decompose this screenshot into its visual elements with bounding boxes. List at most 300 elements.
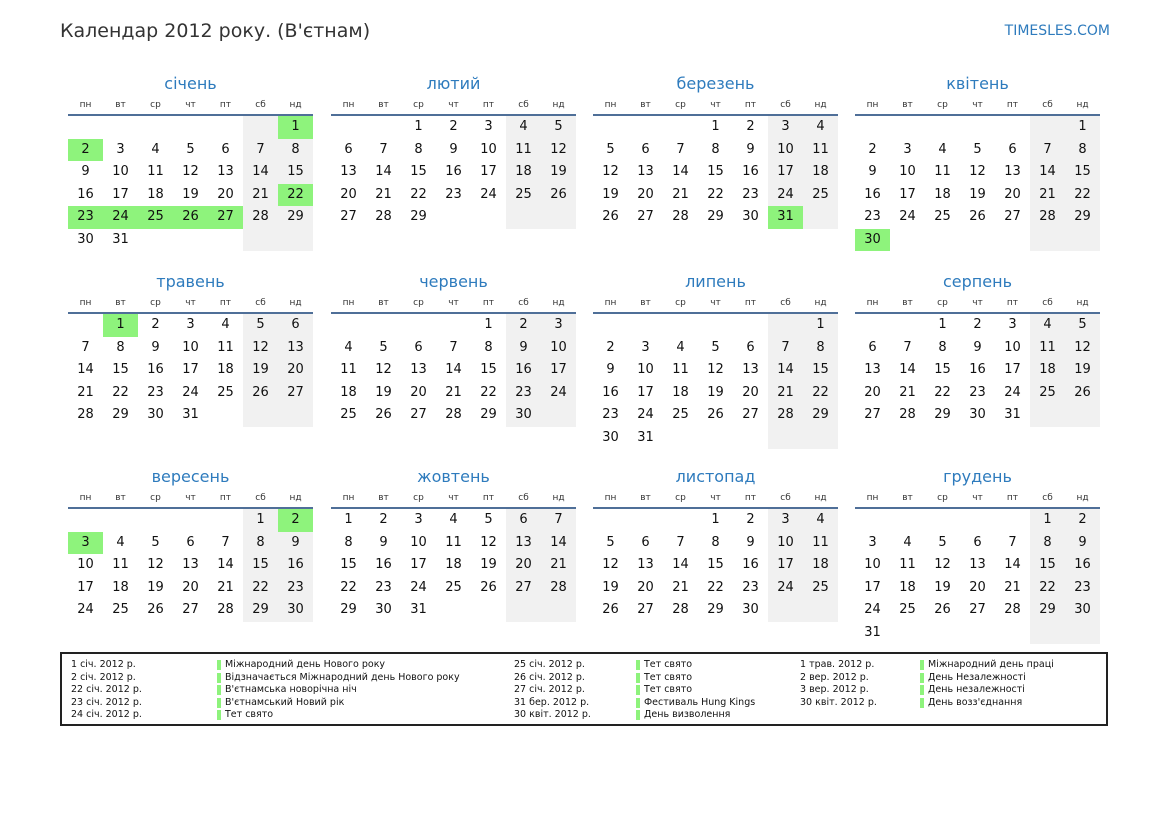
day-cell: 29: [1030, 599, 1065, 622]
day-cell-holiday: 24: [103, 206, 138, 229]
weekday-label: сб: [780, 100, 791, 110]
day-cell: 18: [445, 557, 462, 572]
day-cell: 27: [278, 382, 313, 405]
day-cell: 15: [803, 359, 838, 382]
day-cell: 7: [676, 534, 685, 550]
day-cell: 20: [864, 384, 881, 400]
holiday-date: 24 січ. 2012 р.: [71, 709, 142, 721]
day-cell: 4: [803, 116, 838, 139]
weekday-label: пн: [79, 100, 92, 110]
day-cell: 22: [112, 384, 129, 400]
day-cell: 22: [707, 579, 724, 595]
day-cell: 9: [81, 164, 90, 179]
day-cell: 4: [803, 509, 838, 532]
month-name: грудень: [943, 467, 1012, 486]
day-cell-holiday: 3: [68, 532, 103, 555]
day-cell: 17: [1004, 362, 1021, 377]
day-cell: 11: [1030, 337, 1065, 360]
day-cell: 14: [375, 164, 392, 179]
day-blank: [855, 509, 890, 532]
day-cell: 2: [868, 141, 877, 157]
day-cell: 6: [414, 339, 423, 355]
day-cell: 16: [278, 554, 313, 577]
day-blank: [960, 509, 995, 532]
day-cell: 13: [340, 164, 357, 179]
day-cell: 18: [217, 362, 234, 377]
day-cell: 27: [1004, 209, 1021, 224]
day-cell: 2: [506, 314, 541, 337]
weekday-label: пн: [342, 100, 355, 110]
weekday-label: ср: [150, 298, 161, 308]
day-cell: 7: [221, 534, 230, 550]
weekday-label: вт: [115, 298, 126, 308]
day-cell: 19: [602, 186, 619, 202]
month-6: [331, 270, 576, 427]
day-cell: 9: [449, 141, 458, 157]
day-blank: [1030, 116, 1065, 139]
day-cell: 26: [934, 602, 951, 617]
day-cell: 10: [410, 534, 427, 550]
day-cell: 16: [742, 164, 759, 179]
day-blank: [173, 509, 208, 532]
day-blank: [628, 116, 663, 139]
holiday-name: Тет свято: [644, 659, 693, 670]
weekday-label: чт: [448, 298, 459, 308]
weekday-label: вт: [902, 298, 913, 308]
day-blank: [855, 116, 890, 139]
day-blank: [541, 404, 576, 427]
day-blank: [208, 404, 243, 427]
holiday-name: День визволення: [644, 709, 731, 721]
day-cell: 12: [147, 557, 164, 572]
day-cell: 11: [672, 362, 689, 377]
day-cell: 4: [221, 317, 230, 332]
day-blank: [768, 427, 803, 450]
weekday-label: нд: [1076, 298, 1089, 308]
day-cell: 24: [480, 186, 497, 202]
day-cell: 17: [768, 161, 803, 184]
day-cell: 29: [803, 404, 838, 427]
day-cell: 27: [864, 407, 881, 422]
day-cell: 22: [707, 186, 724, 202]
day-cell: 13: [182, 557, 199, 572]
day-cell: 2: [606, 339, 615, 355]
weekday-label: чт: [185, 298, 196, 308]
day-blank: [173, 229, 208, 252]
day-cell: 9: [868, 164, 877, 179]
weekday-label: пн: [342, 493, 355, 503]
day-cell: 24: [768, 184, 803, 207]
day-cell-holiday: 31: [768, 206, 803, 229]
holiday-name: Міжнародний день Нового року: [225, 659, 386, 670]
day-cell: 7: [1008, 534, 1017, 550]
day-cell: 31: [112, 231, 129, 247]
day-cell: 9: [746, 534, 755, 550]
day-cell: 4: [344, 339, 353, 355]
weekday-header: [593, 98, 838, 112]
weekday-label: ср: [413, 493, 424, 503]
month-name: листопад: [675, 467, 756, 486]
day-cell: 25: [112, 602, 129, 617]
day-cell: 21: [243, 184, 278, 207]
holiday-marker: [217, 698, 221, 708]
day-blank: [890, 116, 925, 139]
day-cell: 17: [541, 359, 576, 382]
weekday-label: ср: [675, 100, 686, 110]
day-cell: 21: [541, 554, 576, 577]
day-cell: 5: [186, 141, 195, 157]
day-cell-holiday: 2: [68, 139, 103, 162]
weekday-label: ср: [937, 493, 948, 503]
day-cell: 24: [182, 384, 199, 400]
weekday-header: [331, 296, 576, 310]
holiday-date: 31 бер. 2012 р.: [514, 696, 590, 708]
day-cell: 7: [903, 339, 912, 355]
day-grid: [68, 116, 313, 251]
day-cell: 28: [1030, 206, 1065, 229]
day-cell: 29: [243, 599, 278, 622]
month-name: лютий: [426, 74, 481, 93]
holiday-row: [71, 684, 491, 697]
day-cell: 18: [899, 579, 916, 595]
day-cell: 22: [340, 579, 357, 595]
brand-link[interactable]: TIMESLES.COM: [1004, 23, 1110, 39]
day-cell: 21: [445, 384, 462, 400]
day-cell: 8: [484, 339, 493, 355]
day-cell: 7: [81, 339, 90, 355]
day-cell: 5: [606, 141, 615, 157]
day-cell: 6: [868, 339, 877, 355]
day-grid: [68, 314, 313, 427]
day-blank: [925, 509, 960, 532]
weekday-label: чт: [185, 100, 196, 110]
day-cell: 8: [414, 141, 423, 157]
day-grid: [331, 116, 576, 229]
day-cell: 7: [449, 339, 458, 355]
day-cell: 18: [803, 161, 838, 184]
weekday-label: ср: [937, 100, 948, 110]
day-cell: 14: [672, 557, 689, 572]
weekday-label: сб: [518, 493, 529, 503]
day-cell: 17: [768, 554, 803, 577]
day-cell-holiday: 25: [138, 206, 173, 229]
day-cell: 14: [243, 161, 278, 184]
day-cell: 10: [899, 164, 916, 179]
day-cell: 20: [182, 579, 199, 595]
day-blank: [663, 314, 698, 337]
day-cell: 12: [541, 139, 576, 162]
day-blank: [243, 404, 278, 427]
day-blank: [1065, 404, 1100, 427]
holiday-name: Тет свято: [225, 709, 274, 721]
day-cell: 5: [711, 339, 720, 355]
day-grid: [593, 314, 838, 449]
month-name: червень: [419, 272, 488, 291]
day-blank: [855, 314, 890, 337]
weekday-label: пн: [604, 298, 617, 308]
holiday-date: 3 вер. 2012 р.: [800, 684, 869, 696]
day-cell: 8: [243, 532, 278, 555]
weekday-label: ср: [675, 493, 686, 503]
day-cell: 24: [541, 382, 576, 405]
holiday-marker: [920, 698, 924, 708]
day-blank: [506, 206, 541, 229]
month-5: [68, 270, 313, 427]
day-cell: 20: [278, 359, 313, 382]
day-cell: 23: [445, 186, 462, 202]
day-cell: 20: [1004, 186, 1021, 202]
holiday-marker: [217, 660, 221, 670]
day-cell: 13: [506, 532, 541, 555]
day-cell: 5: [1065, 314, 1100, 337]
day-cell: 11: [506, 139, 541, 162]
day-cell: 27: [340, 209, 357, 224]
day-cell: 20: [637, 186, 654, 202]
month-2: [331, 72, 576, 229]
month-name: липень: [685, 272, 746, 291]
day-cell: 17: [864, 579, 881, 595]
day-cell: 8: [711, 141, 720, 157]
day-cell: 29: [340, 602, 357, 617]
day-cell: 10: [1004, 339, 1021, 355]
holiday-name: День Незалежності: [928, 671, 1026, 683]
weekday-label: сб: [780, 298, 791, 308]
day-blank: [663, 427, 698, 450]
day-cell: 3: [1008, 317, 1017, 332]
day-cell: 19: [969, 186, 986, 202]
day-cell: 9: [973, 339, 982, 355]
day-cell: 12: [480, 534, 497, 550]
weekday-label: сб: [1042, 298, 1053, 308]
holiday-marker: [217, 685, 221, 695]
weekday-label: вт: [378, 493, 389, 503]
day-cell: 16: [864, 186, 881, 202]
day-cell: 8: [116, 339, 125, 355]
day-cell: 7: [541, 509, 576, 532]
weekday-label: ср: [150, 493, 161, 503]
day-cell: 2: [379, 512, 388, 527]
holiday-row: [514, 709, 934, 722]
day-cell: 17: [182, 362, 199, 377]
month-12: [855, 465, 1100, 644]
day-cell: 16: [147, 362, 164, 377]
day-cell: 5: [484, 512, 493, 527]
day-blank: [208, 509, 243, 532]
day-cell: 28: [672, 602, 689, 617]
day-cell: 3: [186, 317, 195, 332]
day-cell: 29: [707, 602, 724, 617]
weekday-label: ср: [413, 100, 424, 110]
day-cell: 26: [969, 209, 986, 224]
day-cell: 31: [1004, 407, 1021, 422]
day-cell: 1: [484, 317, 493, 332]
day-cell: 16: [375, 557, 392, 572]
weekday-label: ср: [937, 298, 948, 308]
day-cell: 12: [707, 362, 724, 377]
weekday-label: вт: [640, 493, 651, 503]
month-name: вересень: [151, 467, 230, 486]
page-title: Календар 2012 року. (В'єтнам): [60, 20, 371, 42]
day-cell: 27: [506, 577, 541, 600]
holiday-name: День незалежності: [928, 684, 1025, 696]
day-cell: 1: [243, 509, 278, 532]
day-cell: 30: [742, 602, 759, 617]
day-cell: 6: [973, 534, 982, 550]
day-blank: [768, 599, 803, 622]
day-cell: 23: [969, 384, 986, 400]
day-cell: 23: [602, 407, 619, 422]
weekday-label: вт: [378, 100, 389, 110]
month-name: квітень: [946, 74, 1009, 93]
day-cell: 7: [676, 141, 685, 157]
holiday-marker: [217, 710, 221, 720]
day-cell: 6: [746, 339, 755, 355]
weekday-header: [331, 491, 576, 505]
day-cell: 24: [768, 577, 803, 600]
day-cell: 6: [1008, 141, 1017, 157]
weekday-label: сб: [1042, 493, 1053, 503]
day-cell: 26: [480, 579, 497, 595]
weekday-label: пн: [604, 493, 617, 503]
day-cell: 5: [606, 534, 615, 550]
day-cell: 19: [707, 384, 724, 400]
day-cell: 7: [243, 139, 278, 162]
weekday-label: сб: [255, 298, 266, 308]
weekday-label: вт: [640, 100, 651, 110]
day-blank: [103, 509, 138, 532]
day-cell: 29: [1065, 206, 1100, 229]
month-9: [68, 465, 313, 622]
weekday-label: сб: [255, 100, 266, 110]
day-grid: [331, 509, 576, 622]
day-cell: 14: [217, 557, 234, 572]
weekday-label: ср: [675, 298, 686, 308]
day-cell: 20: [340, 186, 357, 202]
day-blank: [1065, 622, 1100, 645]
day-cell: 24: [1004, 384, 1021, 400]
weekday-header: [331, 98, 576, 112]
day-cell: 15: [340, 557, 357, 572]
day-cell: 5: [243, 314, 278, 337]
day-cell: 25: [217, 384, 234, 400]
day-cell: 17: [480, 164, 497, 179]
day-cell: 22: [803, 382, 838, 405]
weekday-label: пн: [866, 100, 879, 110]
day-cell: 29: [707, 209, 724, 224]
day-cell: 29: [278, 206, 313, 229]
day-cell: 30: [742, 209, 759, 224]
day-cell: 19: [182, 186, 199, 202]
day-cell: 13: [864, 362, 881, 377]
day-cell: 7: [1030, 139, 1065, 162]
day-cell: 1: [803, 314, 838, 337]
day-cell: 8: [803, 337, 838, 360]
weekday-header: [855, 491, 1100, 505]
day-blank: [1030, 622, 1065, 645]
weekday-header: [68, 491, 313, 505]
day-cell: 10: [864, 557, 881, 572]
day-cell: 18: [803, 554, 838, 577]
day-cell: 17: [112, 186, 129, 202]
day-blank: [331, 314, 366, 337]
day-cell: 22: [1065, 184, 1100, 207]
day-blank: [208, 116, 243, 139]
weekday-label: нд: [814, 298, 827, 308]
holiday-name: Тет свято: [644, 684, 693, 696]
weekday-label: пт: [744, 100, 757, 110]
day-cell: 15: [707, 164, 724, 179]
day-cell: 13: [969, 557, 986, 572]
day-cell: 13: [637, 557, 654, 572]
holiday-column: [71, 659, 491, 722]
day-cell: 25: [899, 602, 916, 617]
day-cell: 18: [1030, 359, 1065, 382]
day-blank: [733, 427, 768, 450]
day-cell: 26: [707, 407, 724, 422]
day-cell: 18: [672, 384, 689, 400]
day-blank: [663, 116, 698, 139]
weekday-label: нд: [289, 298, 302, 308]
weekday-label: сб: [518, 298, 529, 308]
day-blank: [506, 599, 541, 622]
month-3: [593, 72, 838, 229]
weekday-label: вт: [640, 298, 651, 308]
day-grid: [593, 509, 838, 622]
day-cell: 23: [742, 579, 759, 595]
day-cell: 19: [934, 579, 951, 595]
weekday-header: [68, 98, 313, 112]
holiday-date: 26 січ. 2012 р.: [514, 671, 585, 683]
day-cell: 7: [379, 141, 388, 157]
day-blank: [68, 509, 103, 532]
day-cell: 16: [969, 362, 986, 377]
weekday-label: пт: [482, 298, 495, 308]
day-cell: 28: [672, 209, 689, 224]
day-cell: 15: [1065, 161, 1100, 184]
day-cell: 6: [278, 314, 313, 337]
weekday-label: чт: [710, 100, 721, 110]
day-cell: 27: [969, 602, 986, 617]
day-cell: 19: [541, 161, 576, 184]
day-cell: 4: [1030, 314, 1065, 337]
day-cell: 14: [445, 362, 462, 377]
holiday-marker: [920, 685, 924, 695]
day-cell: 15: [278, 161, 313, 184]
day-cell: 25: [803, 577, 838, 600]
day-cell: 28: [217, 602, 234, 617]
day-blank: [436, 206, 471, 229]
day-cell: 29: [934, 407, 951, 422]
holiday-date: 23 січ. 2012 р.: [71, 696, 142, 708]
day-blank: [803, 599, 838, 622]
day-cell: 26: [1065, 382, 1100, 405]
day-cell: 24: [864, 602, 881, 617]
day-cell: 13: [1004, 164, 1021, 179]
month-11: [593, 465, 838, 622]
weekday-label: вт: [902, 100, 913, 110]
day-cell: 28: [375, 209, 392, 224]
weekday-label: нд: [552, 493, 565, 503]
day-cell: 9: [1065, 532, 1100, 555]
day-cell: 23: [375, 579, 392, 595]
day-cell: 24: [77, 602, 94, 617]
day-cell: 14: [672, 164, 689, 179]
weekday-label: чт: [185, 493, 196, 503]
weekday-label: пт: [1006, 493, 1019, 503]
day-blank: [278, 229, 313, 252]
day-cell: 1: [938, 317, 947, 332]
holiday-name: Відзначається Міжнародний день Нового року: [225, 671, 460, 683]
